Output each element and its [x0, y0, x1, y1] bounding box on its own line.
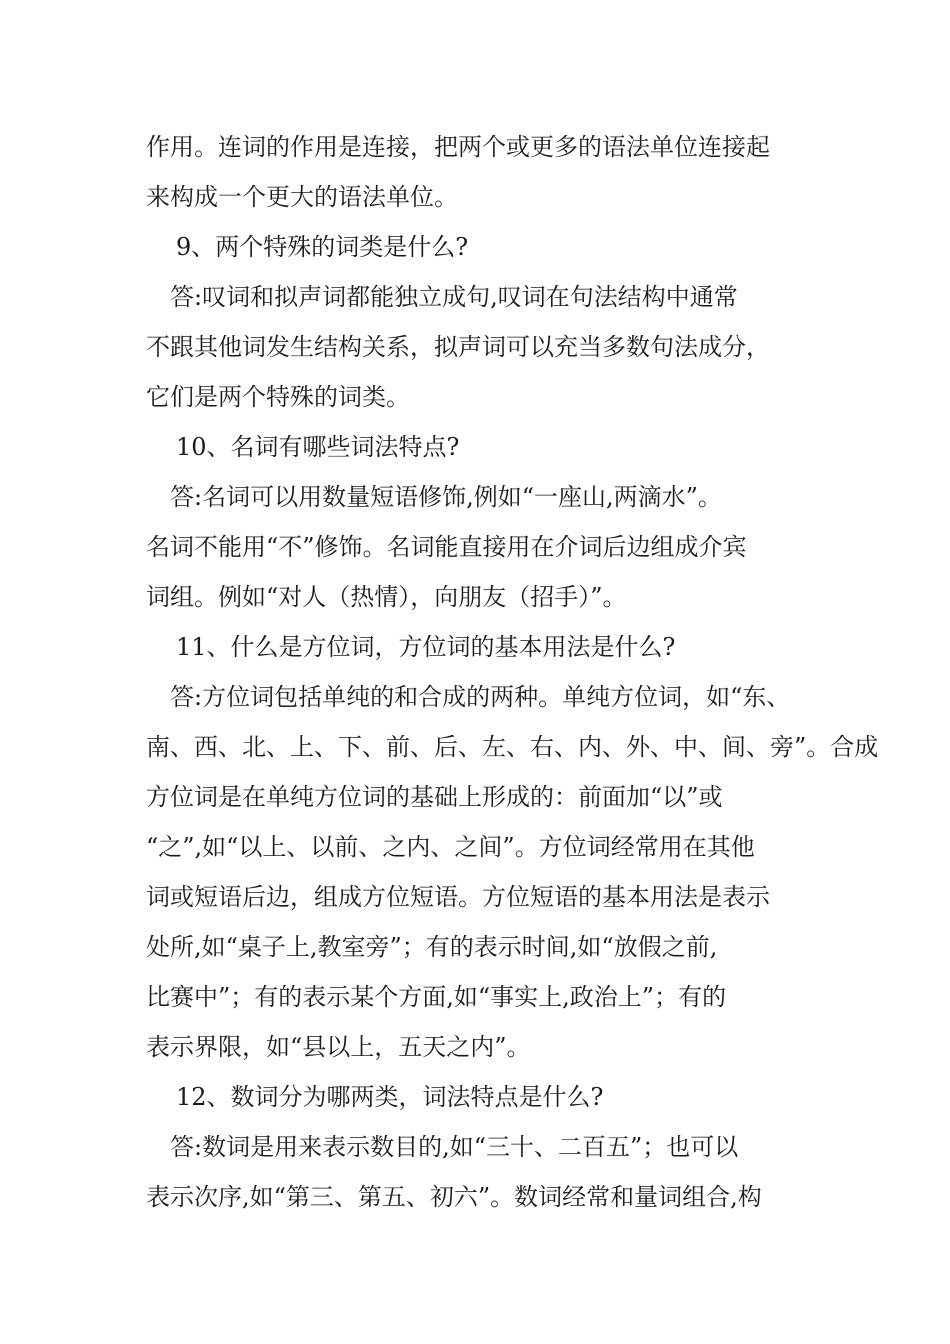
text-line: 方位词是在单纯方位词的基础上形成的：前面加“以”或	[146, 783, 723, 811]
text-line: 南、西、北、上、下、前、后、左、右、内、外、中、间、旁”。合成	[146, 733, 879, 761]
question-heading: 12、数词分为哪两类，词法特点是什么?	[176, 1083, 604, 1111]
answer-line: 答:方位词包括单纯的和合成的两种。单纯方位词，如“东、	[170, 683, 791, 711]
text-line: 不跟其他词发生结构关系，拟声词可以充当多数句法成分，	[146, 333, 770, 361]
answer-line: 答:数词是用来表示数目的,如“三十、二百五”；也可以	[170, 1133, 739, 1161]
text-line: 表示次序,如“第三、第五、初六”。数词经常和量词组合,构	[146, 1183, 762, 1211]
text-line: 表示界限，如“县以上，五天之内”。	[146, 1033, 531, 1061]
text-line: 名词不能用“不”修饰。名词能直接用在介词后边组成介宾	[146, 533, 747, 561]
answer-line: 答:叹词和拟声词都能独立成句,叹词在句法结构中通常	[170, 283, 738, 311]
text-line: 比赛中”；有的表示某个方面,如“事实上,政治上”；有的	[146, 983, 727, 1011]
text-line: “之”,如“以上、以前、之内、之间”。方位词经常用在其他	[146, 833, 755, 861]
text-line: 来构成一个更大的语法单位。	[146, 183, 458, 211]
text-line: 词或短语后边，组成方位短语。方位短语的基本用法是表示	[146, 883, 770, 911]
document-page	[146, 122, 879, 1222]
answer-line: 答:名词可以用数量短语修饰,例如“一座山,两滴水”。	[170, 483, 722, 511]
question-heading: 11、什么是方位词，方位词的基本用法是什么?	[176, 633, 676, 661]
question-heading: 10、名词有哪些词法特点?	[176, 433, 460, 461]
text-line: 词组。例如“对人（热情），向朋友（招手）”。	[146, 583, 627, 611]
text-line: 处所,如“桌子上,教室旁”；有的表示时间,如“放假之前,	[146, 933, 718, 961]
question-heading: 9、两个特殊的词类是什么?	[176, 233, 469, 261]
text-line: 作用。连词的作用是连接，把两个或更多的语法单位连接起	[146, 133, 770, 161]
text-line: 它们是两个特殊的词类。	[146, 383, 410, 411]
